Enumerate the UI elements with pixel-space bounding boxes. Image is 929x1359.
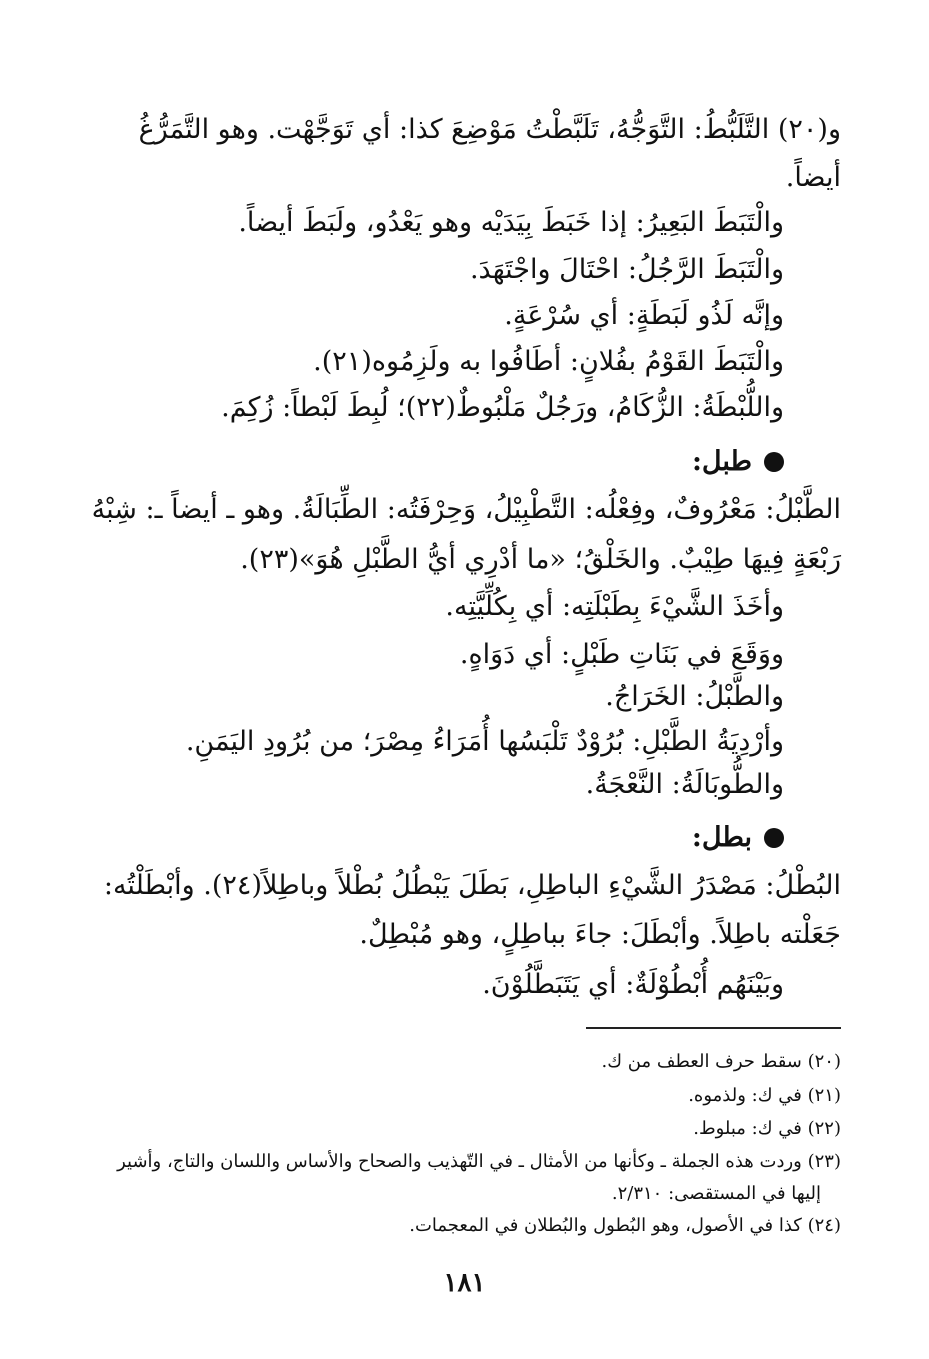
text-line: ووَقَعَ في بَنَاتِ طَبْلٍ: أي دَوَاهٍ. <box>459 639 784 670</box>
footnote: (٢١) في ك: ولذموه. <box>688 1085 841 1106</box>
footnote-continuation: إليها في المستقصى: ٢/٣١٠. <box>611 1183 821 1204</box>
text-line: الطَّبْلُ: مَعْرُوفٌ، وفِعْلُه: التَّطْبِيْلُ، وَحِرْفَتُه: الطِّبَالَةُ. وهو ـ أيضاً ـ: شِبْهُ <box>91 494 841 525</box>
text-line: البُطْلُ: مَصْدَرُ الشَّيْءِ الباطِلِ، بَطَلَ يَبْطُلُ بُطْلاً وباطِلاً(٢٤). وأبْطَلْتُه: <box>103 870 841 901</box>
footnote: (٢٠) سقط حرف العطف من ك. <box>601 1051 841 1072</box>
text-line: وإنَّه لَذُو لَبَطَةٍ: أي سُرْعَةٍ. <box>504 300 784 331</box>
text-line: وأخَذَ الشَّيْءَ بِطَبْلَتِه: أي بِكُلِّيَّتِه. <box>445 591 784 622</box>
section-heading <box>86 446 784 477</box>
text-line: أيضاً. <box>785 162 841 193</box>
bullet-icon <box>764 452 784 472</box>
page-number: ١٨١ <box>443 1268 486 1298</box>
text-line: والْتَبَطَ الرَّجُلُ: احْتَالَ واجْتَهَدَ. <box>469 254 784 285</box>
text-line: والطَّبْلُ: الخَرَاجُ. <box>605 681 784 712</box>
text-line: و(٢٠) التَّلَبُّطُ: التَّوَجُّهُ، تَلَبَّطْتُ مَوْضِعَ كذا: أي تَوَجَّهْت. وهو التَّمَرُّغُ <box>138 114 841 145</box>
text-line: جَعَلْته باطِلاً. وأبْطَلَ: جاءَ بباطِلٍ، وهو مُبْطِلٌ. <box>359 919 841 950</box>
text-line: وأرْدِيَةُ الطَّبْلِ: بُرُوْدٌ تَلْبَسُها أُمَرَاءُ مِصْرَ؛ من بُرُودِ اليَمَنِ. <box>185 726 784 757</box>
footnote: (٢٣) وردت هذه الجملة ـ وكأنها من الأمثال ـ في التّهذيب والصحاح والأساس واللسان والتاج، وأشير <box>117 1151 841 1172</box>
footnote: (٢٤) كذا في الأصول، وهو البُطول والبُطلان في المعجمات. <box>409 1215 841 1236</box>
section-heading-label: بطل: <box>691 822 752 853</box>
text-line: والْتَبَطَ البَعِيرُ: إذا خَبَطَ بِيَدَيْه وهو يَعْدُو، ولَبَطَ أيضاً. <box>238 207 784 238</box>
footnote-divider <box>586 1027 841 1029</box>
text-line: وبَيْنَهُم أُبْطُوْلَةٌ: أي يَتَبَطَّلُوْنَ. <box>482 969 784 1000</box>
text-line: رَبْعَةٍ فِيهَا طِيْبٌ. والخَلْقُ؛ «ما أدْرِي أيُّ الطَّبْلِ هُوَ»(٢٣). <box>240 544 841 575</box>
section-heading-label: طبل: <box>691 446 752 477</box>
section-heading <box>86 822 784 853</box>
text-line: والطُّوبَالَةُ: النَّعْجَةُ. <box>585 769 784 800</box>
text-line: واللُّبْطَةُ: الزُّكَامُ، ورَجُلٌ مَلْبُوطٌ(٢٢)؛ لُبِطَ لَبْطاً: زُكِمَ. <box>221 392 784 423</box>
bullet-icon <box>764 828 784 848</box>
text-line: والْتَبَطَ القَوْمُ بفُلانٍ: أطَافُوا به ولَزِمُوه(٢١). <box>313 346 784 377</box>
footnote: (٢٢) في ك: مبلوط. <box>693 1118 841 1139</box>
